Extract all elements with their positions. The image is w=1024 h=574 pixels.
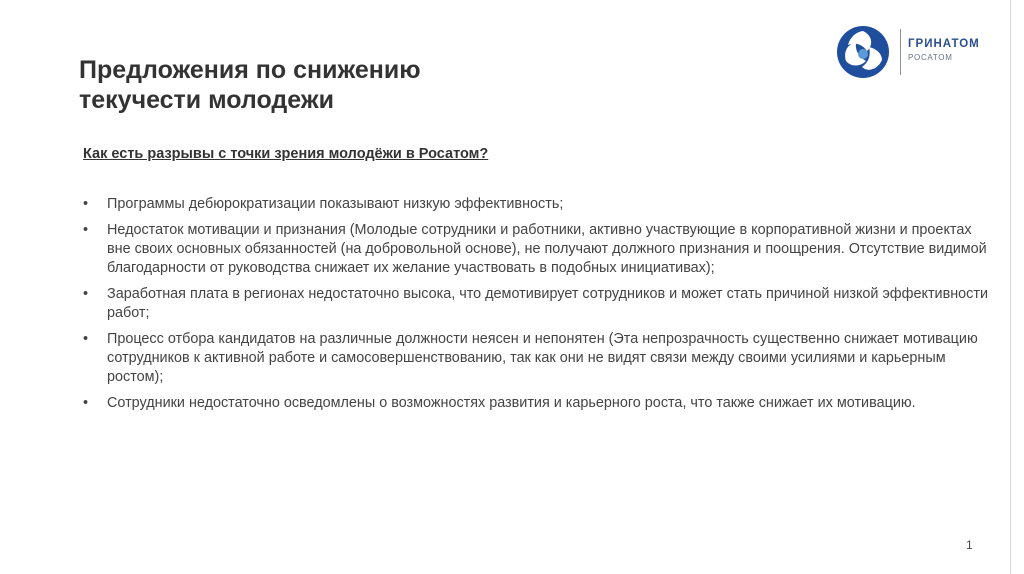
- greenatom-logo: [836, 25, 996, 79]
- list-item: [83, 330, 988, 387]
- bullet-text: Заработная плата в регионах недостаточно высока, что демотивирует сотрудников и может стать причиной низкой эффективности работ;: [107, 286, 989, 321]
- bullet-list: [83, 195, 988, 420]
- bullet-text: Процесс отбора кандидатов на различные должности неясен и непонятен (Эта непрозрачность существенно снижает мотивацию сотрудников к активной работе и самосовершенствованию, так как они не видят связи между своими усилиями и карьерным ростом);: [107, 331, 978, 385]
- bullet-text: Программы дебюрократизации показывают низкую эффективность;: [107, 196, 564, 212]
- list-item: [83, 285, 988, 323]
- list-item: [83, 394, 988, 413]
- bullet-marker: •: [83, 331, 89, 347]
- list-item: [83, 221, 988, 278]
- bullet-text: Сотрудники недостаточно осведомлены о возможностях развития и карьерного роста, что также снижает их мотивацию.: [107, 395, 916, 411]
- logo-subtitle: РОСАТОМ: [908, 53, 953, 62]
- bullet-marker: •: [83, 286, 89, 302]
- bullet-marker: •: [83, 222, 89, 238]
- section-question: Как есть разрывы с точки зрения молодёжи в Росатом?: [83, 146, 489, 162]
- page-number: 1: [966, 538, 973, 552]
- bullet-text: Недостаток мотивации и признания (Молодые сотрудники и работники, активно участвующие в корпоративной жизни и проектах вне своих основных обязанностей (на добровольной основе), не получают должного признания и поощрения. Отсутствие видимой благодарности от руководства снижает их желание участвовать в подобных инициативах);: [107, 222, 987, 276]
- bullet-marker: •: [83, 196, 89, 212]
- bullet-marker: •: [83, 395, 89, 411]
- slide-title: Предложения по снижению текучести молодежи: [79, 56, 421, 114]
- logo-name: ГРИНАТОМ: [908, 38, 980, 50]
- right-border-line: [1010, 0, 1011, 574]
- rosatom-atom-icon: [836, 25, 890, 79]
- list-item: [83, 195, 988, 214]
- logo-divider: [900, 29, 901, 75]
